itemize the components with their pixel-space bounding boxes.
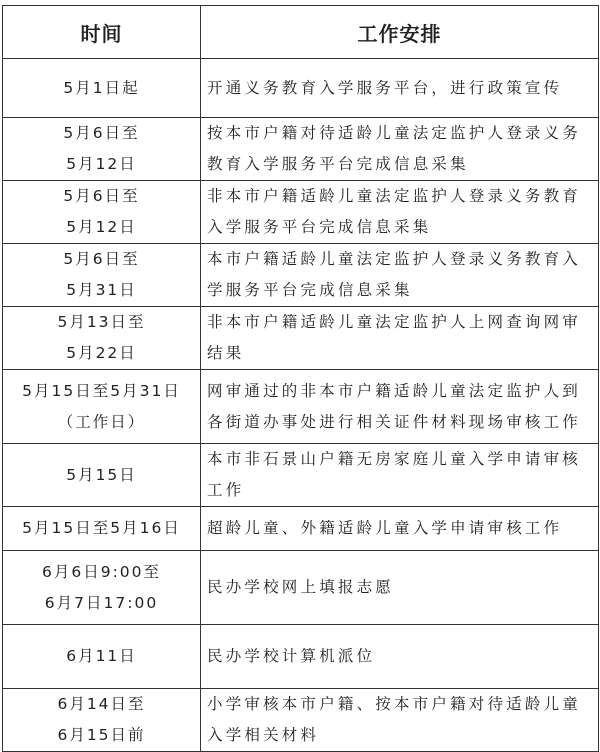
time-text: 5月6日至 [63,124,140,142]
work-cell [201,625,599,689]
table-row [3,507,599,551]
work-text: 学服务平台完成信息采集 [207,281,413,299]
work-cell [201,689,599,752]
time-text: 5月15日至5月31日 [22,381,181,400]
work-text: 非本市户籍适龄儿童法定监护人上网查询网审 [207,313,582,331]
work-cell [201,307,599,370]
header-row [3,6,599,59]
table-row [3,370,599,444]
time-text: 6月11日 [66,647,137,665]
table-row [3,444,599,507]
time-text: 6月6日9:00至 [41,562,162,581]
work-text: 非本市户籍适龄儿童法定监护人登录义务教育 [207,187,582,205]
time-cell [3,370,201,444]
work-cell [201,507,599,551]
time-text: 5月6日至 [63,250,140,268]
work-cell [201,181,599,244]
time-cell [3,118,201,181]
work-text: 超龄儿童、外籍适龄儿童入学申请审核工作 [207,519,563,537]
work-text: 开通义务教育入学服务平台，进行政策宣传 [207,78,563,97]
time-text: 6月14日至 [57,695,146,713]
header-time: 时间 [3,6,201,59]
time-text: 5月22日 [66,344,137,362]
time-cell [3,551,201,625]
table-row [3,551,599,625]
time-text: 5月12日 [66,155,137,173]
work-text: 入学相关材料 [207,726,320,744]
time-cell [3,507,201,551]
time-cell [3,59,201,118]
time-text: 5月6日至 [63,187,140,205]
table-row [3,307,599,370]
time-cell [3,244,201,307]
table-row [3,181,599,244]
work-text: 本市非石景山户籍无房家庭儿童入学申请审核 [207,450,582,468]
work-text: 小学审核本市户籍、按本市户籍对待适龄儿童 [207,695,582,713]
work-cell [201,444,599,507]
time-text: 5月13日至 [57,313,146,331]
header-work: 工作安排 [201,6,599,59]
work-cell [201,244,599,307]
work-text: 民办学校网上填报志愿 [207,578,395,596]
table-row [3,59,599,118]
work-cell [201,118,599,181]
work-text: 各街道办事处进行相关证件材料现场审核工作 [207,412,582,431]
time-text: 5月31日 [66,281,137,299]
time-text: 6月7日17:00 [44,593,159,612]
work-text: 网审通过的非本市户籍适龄儿童法定监护人到 [207,381,582,400]
work-text: 本市户籍适龄儿童法定监护人登录义务教育入 [207,250,582,268]
time-cell [3,444,201,507]
work-text: 教育入学服务平台完成信息采集 [207,155,469,173]
work-cell [201,59,599,118]
work-cell [201,370,599,444]
work-text: 按本市户籍对待适龄儿童法定监护人登录义务 [207,124,582,142]
time-cell [3,181,201,244]
time-text: 5月15日 [66,465,137,484]
time-cell [3,625,201,689]
schedule-table [2,5,599,752]
table-row [3,244,599,307]
time-text: （工作日） [57,412,146,431]
time-text: 5月1日起 [63,78,140,97]
work-text: 工作 [207,481,245,499]
table-row [3,689,599,752]
work-cell [201,551,599,625]
work-text: 结果 [207,344,245,362]
time-text: 5月15日至5月16日 [22,519,181,537]
table-row [3,118,599,181]
time-cell [3,307,201,370]
table-row [3,625,599,689]
time-text: 5月12日 [66,218,137,236]
work-text: 入学服务平台完成信息采集 [207,218,432,236]
time-text: 6月15日前 [57,726,146,744]
time-cell [3,689,201,752]
work-text: 民办学校计算机派位 [207,647,376,665]
